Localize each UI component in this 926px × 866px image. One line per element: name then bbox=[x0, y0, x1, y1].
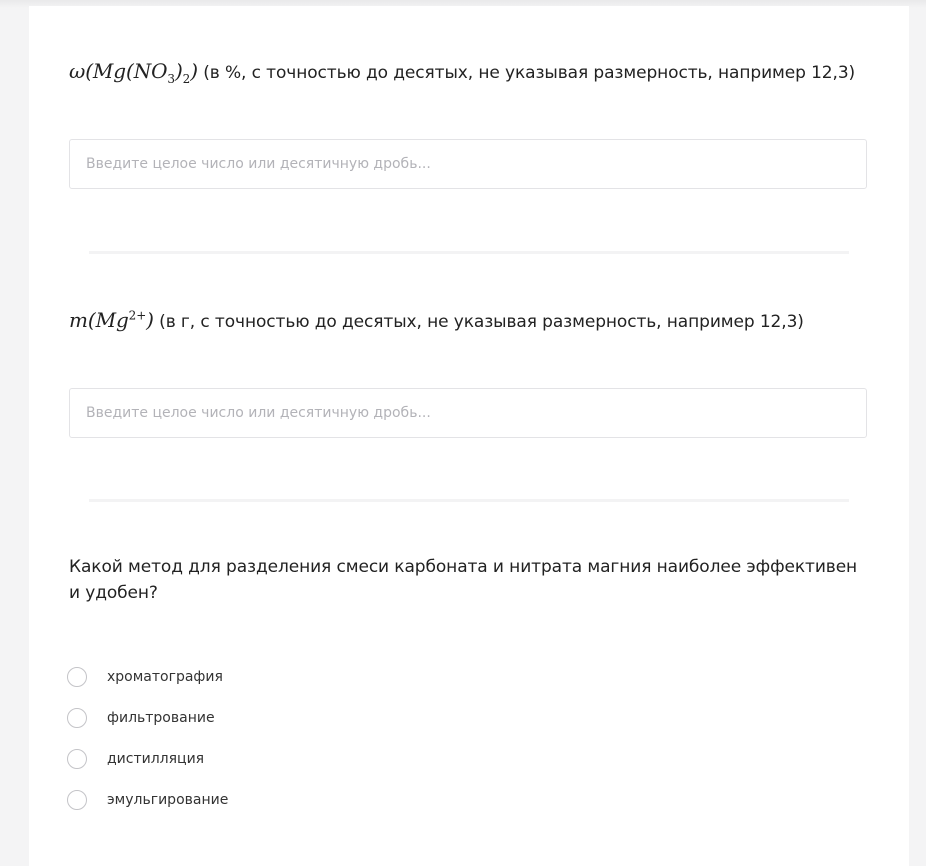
question-1-text: $\omega(Mg(NO_3)_2)$ (в %, с точностью до десятых, не указывая размерность, например 12,3) bbox=[69, 59, 856, 86]
radio-button[interactable] bbox=[67, 667, 87, 687]
question-mass-fraction bbox=[69, 58, 869, 86]
radio-button[interactable] bbox=[67, 708, 87, 728]
radio-button[interactable] bbox=[67, 790, 87, 810]
radio-option-label: дистилляция bbox=[107, 750, 205, 767]
radio-option-label: фильтрование bbox=[107, 709, 215, 726]
answer-input-mass-mg-ion[interactable] bbox=[69, 388, 867, 438]
divider bbox=[89, 499, 849, 502]
radio-option-chromatography[interactable] bbox=[67, 656, 228, 697]
question-separation-method bbox=[69, 554, 859, 606]
radio-option-distillation[interactable] bbox=[67, 738, 228, 779]
answer-input-mass-fraction[interactable] bbox=[69, 139, 867, 189]
formula-mg-no3-2: $\omega(Mg(NO_3)_2)$ bbox=[69, 59, 198, 86]
quiz-card bbox=[29, 6, 909, 866]
radio-options bbox=[67, 656, 228, 820]
question-mass-mg-ion bbox=[69, 307, 869, 335]
divider bbox=[89, 251, 849, 254]
question-3-text: Какой метод для разделения смеси карбоната и нитрата магния наиболее эффективен и удобен? bbox=[69, 557, 858, 603]
radio-button[interactable] bbox=[67, 749, 87, 769]
radio-option-emulsification[interactable] bbox=[67, 779, 228, 820]
question-2-text: $m(Mg^{2+})$ (в г, с точностью до десятых, не указывая размерность, например 12,3) bbox=[69, 308, 804, 332]
radio-option-label: хроматография bbox=[107, 668, 223, 685]
radio-option-filtration[interactable] bbox=[67, 697, 228, 738]
radio-option-label: эмульгирование bbox=[107, 791, 229, 808]
formula-mg-2plus: $m(Mg^{2+})$ bbox=[69, 308, 154, 332]
